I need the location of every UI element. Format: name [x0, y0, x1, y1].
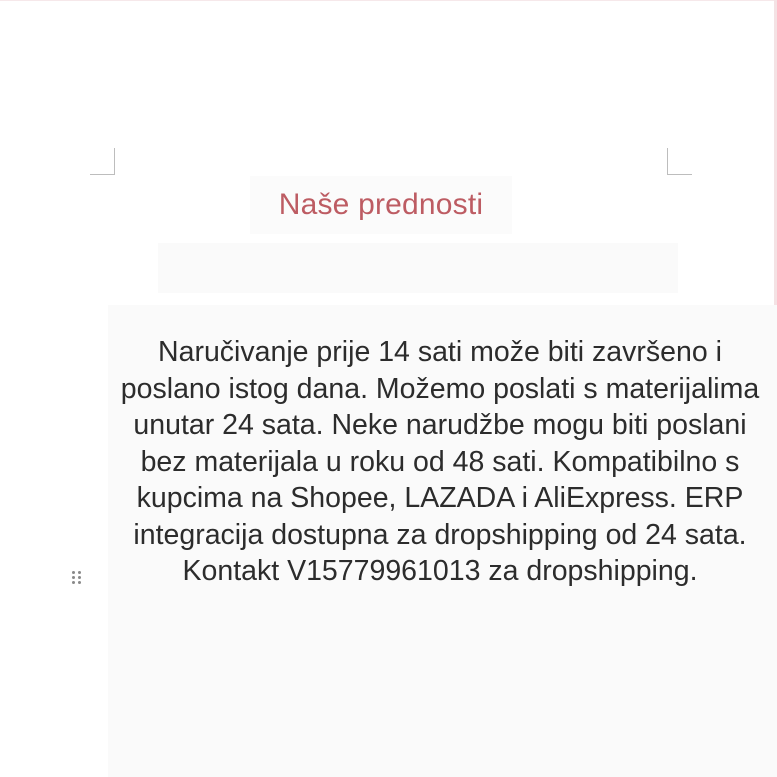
heading-block[interactable]: [250, 176, 512, 234]
drag-handle-dot: [72, 581, 75, 584]
empty-paragraph-block[interactable]: [158, 243, 678, 293]
section-heading: Naše prednosti: [278, 188, 484, 221]
margin-corner-marker-right: [667, 148, 692, 175]
drag-handle-dot: [78, 571, 81, 574]
margin-corner-marker-left: [90, 148, 115, 175]
body-paragraph[interactable]: Naručivanje prije 14 sati može biti završeno i poslano istog dana. Možemo poslati s materijalima unutar 24 sata. Neke narudžbe mogu biti poslani bez materijala u roku od 48 sati. Kompatibilno s kupcima na Shopee, LAZADA i AliExpress. ERP integracija dostupna za dropshipping od 24 sata. Kontakt V15779961013 za dropshipping.: [120, 336, 760, 587]
drag-handle-dot: [78, 581, 81, 584]
page-top-edge: [0, 0, 777, 1]
drag-handle-icon[interactable]: [72, 571, 84, 587]
drag-handle-dot: [72, 571, 75, 574]
drag-handle-dot: [72, 576, 75, 579]
drag-handle-dot: [78, 576, 81, 579]
